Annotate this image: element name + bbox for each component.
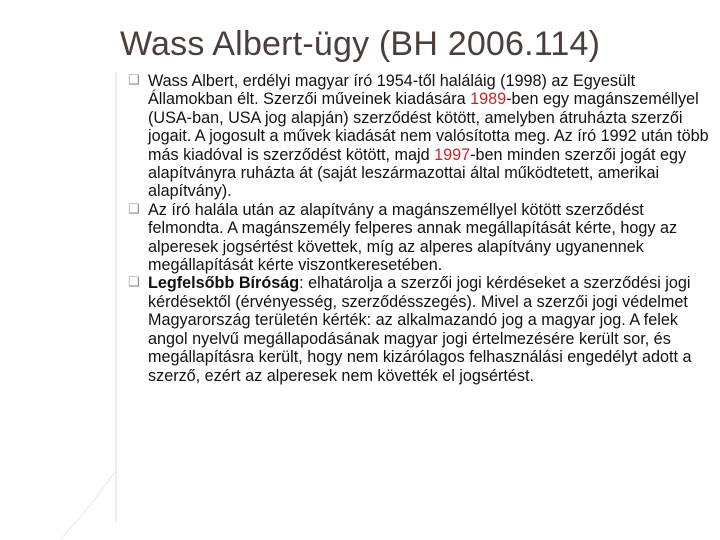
bullet-text [148, 72, 710, 201]
bullet-text-part: -ben minden szerzői jogát egy alapítványra ruházta át (saját leszármazottai által működtetett, amerikai alapítvány). [148, 145, 687, 201]
checkbox-bullet-icon: ❑ [128, 73, 140, 88]
bullet-text: Az író halála után az alapítvány a magánszeméllyel kötött szerződést felmondta. A magánszemély felperes annak megállapítását kérte, hogy az alperesek jogsértést követtek, míg az alperes alapítvány ugyanennek megállapítását kérte viszontkeresetében. [148, 200, 678, 275]
year-highlight: 1989 [470, 90, 507, 109]
bullet-text-part: -ben egy magánszeméllyel (USA-ban, USA jog alapján) szerződést kötött, amelyben átruházta szerzői jogait. A jogosult a művek kiadását nem valósította meg. Az író 1992 után több más kiadóval is szerződést kötött, majd [148, 90, 709, 164]
bullet-text-part: Wass Albert, erdélyi magyar író 1954-től haláláig (1998) az Egyesült Államokban élt. Szerzői műveinek kiadására [148, 72, 636, 109]
year-highlight: 1997 [434, 145, 471, 164]
bullet-list [128, 72, 710, 385]
bullet-item-2 [128, 201, 710, 275]
bullet-text-part: : elhatárolja a szerzői jogi kérdéseket a szerződési jogi kérdésektől (érvényesség, szerződésszegés). Mivel a szerzői jogi védelmet Magyarország területén kérték: az alkalmazandó jog a magyar jog. A felek angol nyelvű megállapodásának magyar jogi értelmezésére került sor, és megállapításra került, hogy nem kizárólagos felhasználási engedélyt adott a szerző, ezért az alperesek nem követték el jogsértést. [148, 274, 692, 385]
bullet-text [148, 274, 710, 384]
slide-title: Wass Albert-ügy (BH 2006.114) [120, 25, 601, 63]
checkbox-bullet-icon: ❑ [128, 275, 140, 291]
court-name: Legfelsőbb Bíróság [148, 274, 300, 293]
bullet-item-1 [128, 72, 710, 201]
bullet-item-3 [128, 274, 710, 384]
checkbox-bullet-icon: ❑ [128, 201, 140, 217]
